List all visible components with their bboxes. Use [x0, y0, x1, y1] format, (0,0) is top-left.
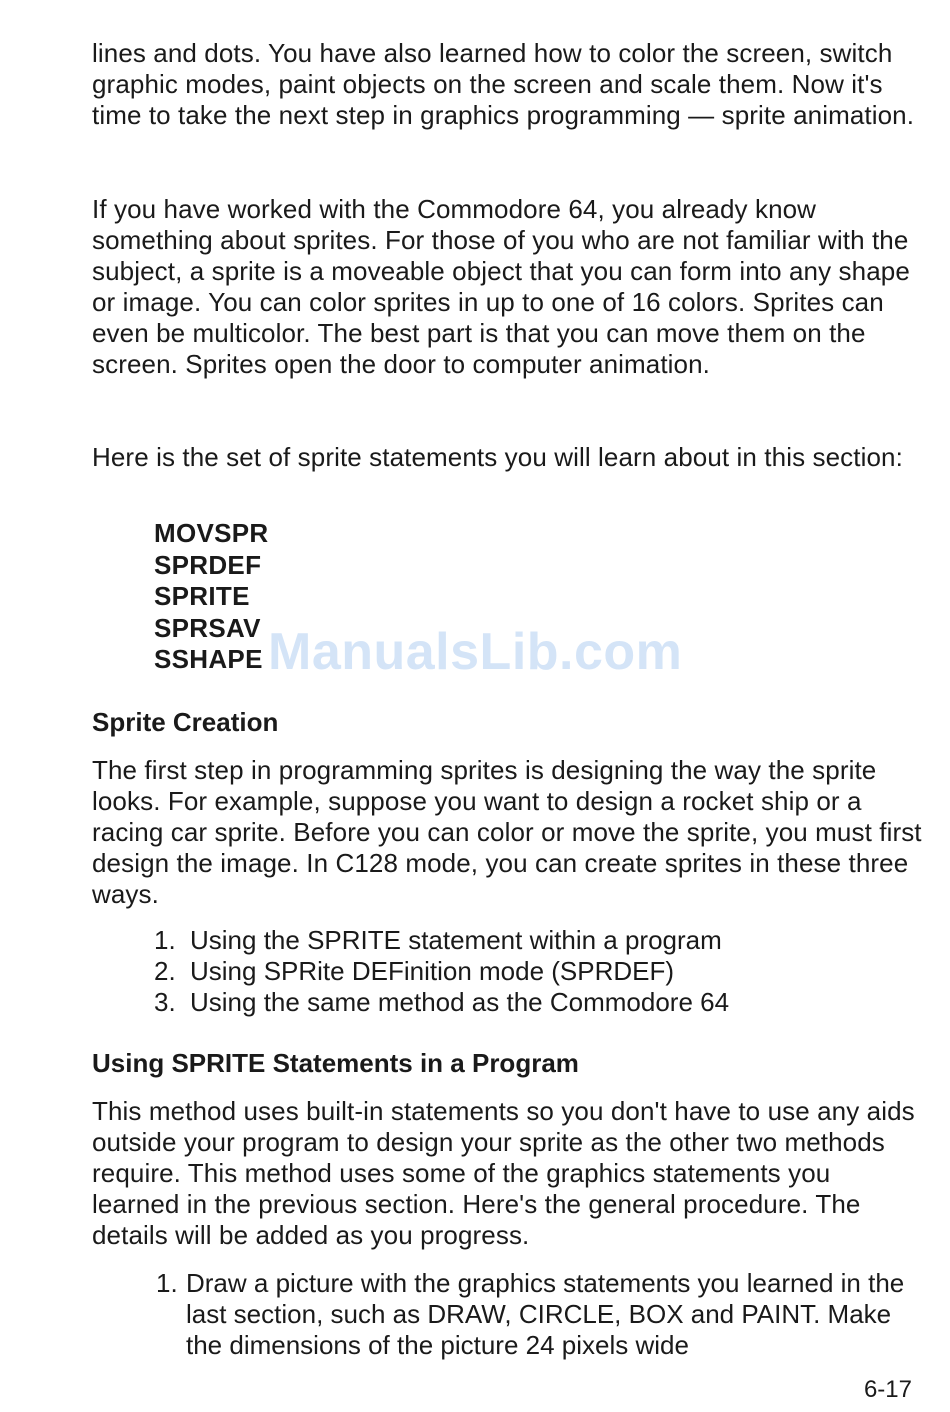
- statement-sprite: SPRITE: [154, 581, 250, 611]
- sprite-creation-paragraph: The first step in programming sprites is designing the way the sprite looks. For example, suppose you want to design a rocket ship or a racing car sprite. Before you can color or move the sprite, you must first design the image. In C128 mode, you can create sprites in these three ways.: [92, 755, 922, 909]
- sprite-statements-heading: Using SPRITE Statements in a Program: [92, 1048, 579, 1078]
- list-text: Using the same method as the Commodore 64: [190, 987, 730, 1017]
- procedure-steps-list: [156, 1268, 916, 1361]
- list-text: Draw a picture with the graphics statements you learned in the last section, such as DRAW, CIRCLE, BOX and PAINT. Make the dimensions of the picture 24 pixels wide: [186, 1268, 905, 1360]
- page-number: 6-17: [863, 1376, 912, 1403]
- list-text: Using the SPRITE statement within a program: [190, 925, 722, 955]
- sprite-creation-heading: Sprite Creation: [92, 707, 279, 737]
- list-item: [154, 987, 729, 1018]
- sprite-statements-paragraph: This method uses built-in statements so you don't have to use any aids outside your program to design your sprite as the other two methods require. This method uses some of the graphics statements you learned in the previous section. Here's the general procedure. The details will be added as you progress.: [92, 1096, 915, 1250]
- list-item: [154, 925, 729, 956]
- list-item: [154, 956, 729, 987]
- commodore-paragraph: If you have worked with the Commodore 64, you already know something about sprites. For those of you who are not familiar with the subject, a sprite is a moveable object that you can form into any shape or image. You can color sprites in up to one of 16 colors. Sprites can even be multicolor. The best part is that you can move them on the screen. Sprites open the door to computer animation.: [92, 194, 910, 379]
- list-number: 2.: [154, 956, 176, 986]
- statement-sprsav: SPRSAV: [154, 612, 261, 643]
- list-text: Using SPRite DEFinition mode (SPRDEF): [190, 956, 675, 986]
- watermark: ManualsLib.com: [268, 623, 683, 681]
- list-number: 1.: [156, 1268, 178, 1298]
- sprite-statement-list: [154, 518, 268, 676]
- statement-sshape: SSHAPE: [154, 644, 263, 674]
- statement-movspr: MOVSPR: [154, 518, 269, 548]
- list-number: 1.: [154, 925, 176, 955]
- intro-paragraph: lines and dots. You have also learned how to color the screen, switch graphic modes, paint objects on the screen and scale them. Now it's time to take the next step in graphics programming — sprite animation.: [92, 38, 915, 130]
- creation-methods-list: [154, 925, 729, 1018]
- statement-sprdef: SPRDEF: [154, 549, 262, 580]
- list-item: [156, 1268, 916, 1361]
- list-number: 3.: [154, 987, 176, 1017]
- statements-intro-paragraph: Here is the set of sprite statements you will learn about in this section:: [92, 442, 903, 472]
